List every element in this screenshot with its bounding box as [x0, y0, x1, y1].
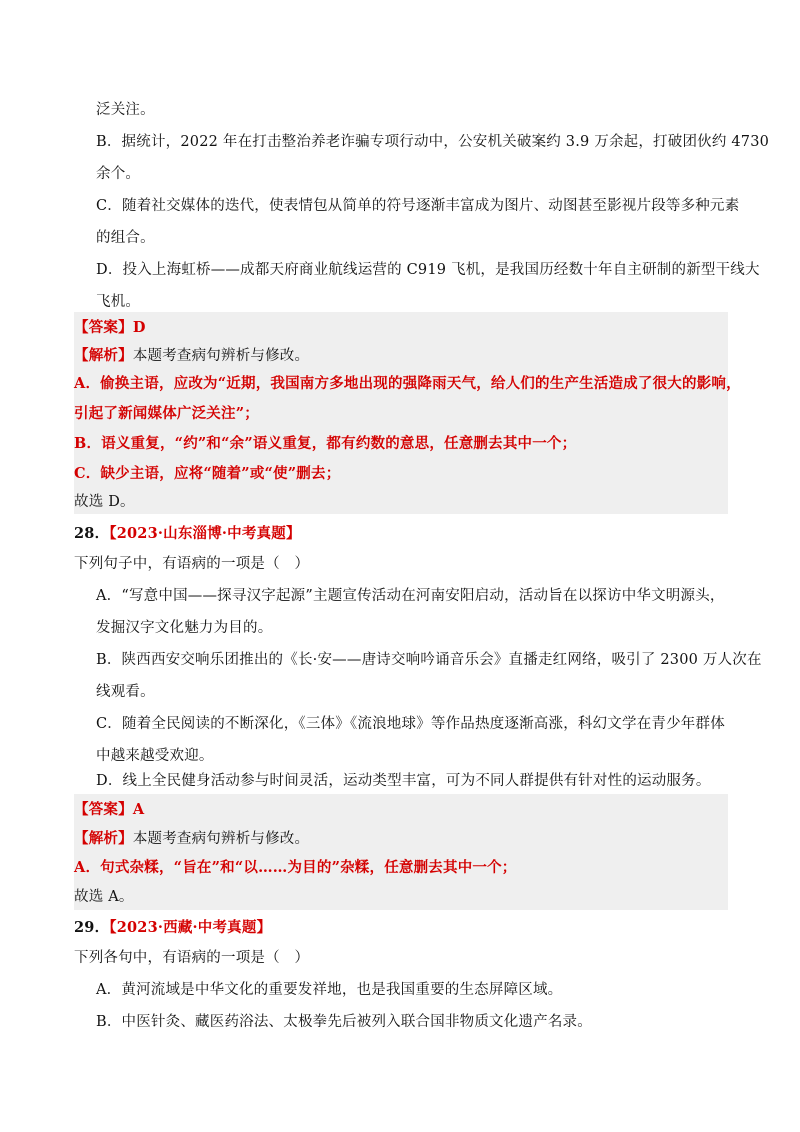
q27-explain-a-line1: A．偷换主语，应改为“近期，我国南方多地出现的强降雨天气，给人们的生产生活造成了很大的影响， — [74, 375, 741, 392]
q27-continuation: 泛关注。 — [96, 102, 155, 118]
question-heading — [74, 920, 271, 936]
q27-option-b-line2: 余个。 — [96, 166, 141, 182]
answer-value: A — [132, 801, 145, 818]
q28-option-a-line2: 发掘汉字文化魅力为目的。 — [96, 620, 273, 636]
q27-explain-b: B．语义重复，“约”和“余”语义重复，都有约数的意思，任意删去其中一个； — [74, 435, 577, 452]
question-source: 【2023·山东淄博·中考真题】 — [109, 525, 301, 542]
q28-explain-a: A．句式杂糅，“旨在”和“以……为目的”杂糅，任意删去其中一个； — [74, 859, 517, 876]
q28-analysis — [74, 829, 309, 849]
question-number: 29． — [74, 919, 110, 936]
q28-heading — [74, 524, 301, 544]
q28-answer — [74, 800, 144, 820]
q28-option-b-line1: B．陕西西安交响乐团推出的《长·安——唐诗交响吟诵音乐会》直播走红网络，吸引了 2300 万人次在 — [96, 652, 762, 668]
q28-option-b-line2: 线观看。 — [96, 684, 155, 700]
q28-conclusion: 故选 A。 — [74, 889, 134, 905]
answer-value: D — [132, 319, 146, 336]
q28-option-c-line1: C．随着全民阅读的不断深化，《三体》《流浪地球》等作品热度逐渐高涨，科幻文学在青少年群体 — [96, 716, 725, 732]
q29-heading — [74, 918, 271, 938]
q27-answer — [74, 318, 146, 338]
q27-explain-a-line2: 引起了新闻媒体广泛关注”； — [74, 405, 259, 422]
q29-option-b: B．中医针灸、藏医药浴法、太极拳先后被列入联合国非物质文化遗产名录。 — [96, 1014, 592, 1030]
q27-conclusion: 故选 D。 — [74, 494, 135, 510]
question-source: 【2023·西藏·中考真题】 — [109, 919, 272, 936]
q27-option-b-line1: B．据统计，2022 年在打击整治养老诈骗专项行动中，公安机关破案约 3.9 万余起，打破团伙约 4730 — [96, 134, 770, 150]
analysis-label: 【解析】 — [74, 347, 133, 364]
q27-option-c-line1: C．随着社交媒体的迭代，使表情包从简单的符号逐渐丰富成为图片、动图甚至影视片段等多种元素 — [96, 198, 740, 214]
analysis-label: 【解析】 — [74, 830, 133, 847]
question-heading — [74, 526, 301, 542]
q27-option-d-line2: 飞机。 — [96, 294, 141, 310]
q27-analysis — [74, 346, 309, 366]
q28-stem: 下列句子中，有语病的一项是（ ） — [74, 556, 310, 572]
q27-explain-c: C．缺少主语，应将“随着”或“使”删去； — [74, 465, 341, 482]
question-number: 28． — [74, 525, 110, 542]
q28-option-a-line1: A．“写意中国——探寻汉字起源”主题宣传活动在河南安阳启动，活动旨在以探访中华文明源头， — [96, 588, 725, 604]
q27-option-d-line1: D．投入上海虹桥——成都天府商业航线运营的 C919 飞机，是我国历经数十年自主研制的新型干线大 — [96, 262, 760, 278]
answer-label: 【答案】 — [74, 319, 133, 336]
q28-answer-box — [74, 794, 728, 910]
analysis-text: 本题考查病句辨析与修改。 — [132, 831, 310, 847]
q29-option-a: A．黄河流域是中华文化的重要发祥地，也是我国重要的生态屏障区域。 — [96, 982, 563, 998]
q28-option-c-line2: 中越来越受欢迎。 — [96, 748, 214, 764]
q27-option-c-line2: 的组合。 — [96, 230, 155, 246]
q28-option-d: D．线上全民健身活动参与时间灵活，运动类型丰富，可为不同人群提供有针对性的运动服务。 — [96, 773, 711, 789]
q29-stem: 下列各句中，有语病的一项是（ ） — [74, 950, 310, 966]
analysis-text: 本题考查病句辨析与修改。 — [132, 348, 310, 364]
answer-label: 【答案】 — [74, 801, 133, 818]
